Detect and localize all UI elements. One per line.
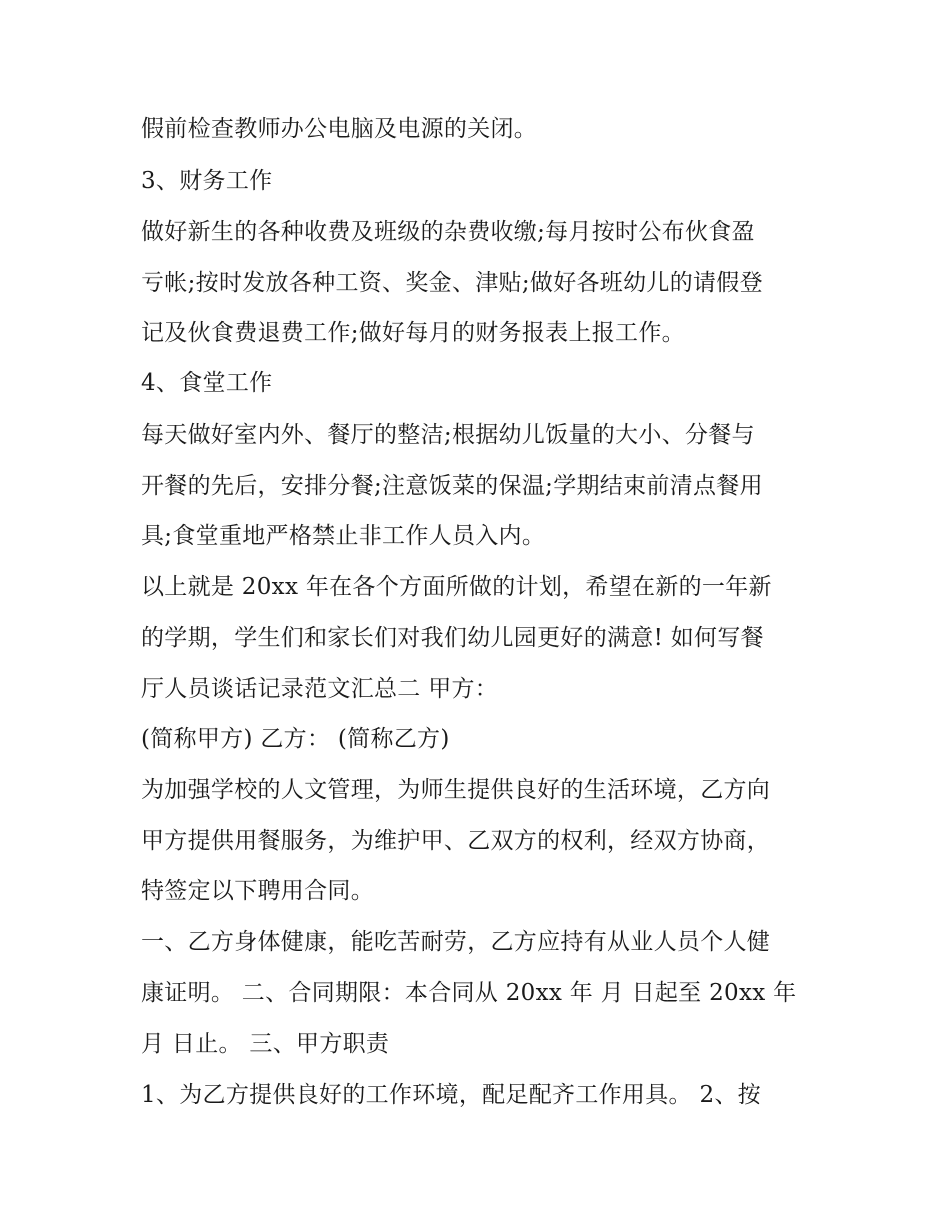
text-line: 为加强学校的人文管理，为师生提供良好的生活环境，乙方向	[141, 777, 771, 803]
text-line: 厅人员谈话记录范文汇总二 甲方：	[141, 676, 499, 702]
text-line: 的学期，学生们和家长们对我们幼儿园更好的满意! 如何写餐	[141, 625, 764, 651]
text-line: 假前检查教师办公电脑及电源的关闭。	[141, 116, 538, 142]
text-line: 以上就是 20xx 年在各个方面所做的计划，希望在新的一年新	[141, 574, 772, 600]
text-line: 亏帐;按时发放各种工资、奖金、津贴;做好各班幼儿的请假登	[141, 270, 763, 296]
text-line: 1、为乙方提供良好的工作环境，配足配齐工作用具。 2、按	[141, 1082, 761, 1108]
text-line: (简称甲方) 乙方： (简称乙方)	[141, 726, 450, 752]
text-line: 康证明。 二、合同期限：本合同从 20xx 年 月 日起至 20xx 年	[141, 980, 797, 1006]
section-heading-canteen: 4、食堂工作	[141, 370, 273, 396]
text-line: 记及伙食费退费工作;做好每月的财务报表上报工作。	[141, 320, 685, 346]
section-heading-finance: 3、财务工作	[141, 168, 273, 194]
text-line: 月 日止。 三、甲方职责	[141, 1031, 390, 1057]
text-line: 开餐的先后，安排分餐;注意饭菜的保温;学期结束前清点餐用	[141, 473, 763, 499]
text-line: 一、乙方身体健康，能吃苦耐劳，乙方应持有从业人员个人健	[141, 929, 771, 955]
text-line: 做好新生的各种收费及班级的杂费收缴;每月按时公布伙食盈	[141, 219, 755, 245]
text-line: 每天做好室内外、餐厅的整洁;根据幼儿饭量的大小、分餐与	[141, 422, 755, 448]
text-line: 特签定以下聘用合同。	[141, 878, 374, 904]
text-line: 甲方提供用餐服务，为维护甲、乙双方的权利，经双方协商，	[141, 828, 771, 854]
text-line: 具;食堂重地严格禁止非工作人员入内。	[141, 523, 546, 549]
